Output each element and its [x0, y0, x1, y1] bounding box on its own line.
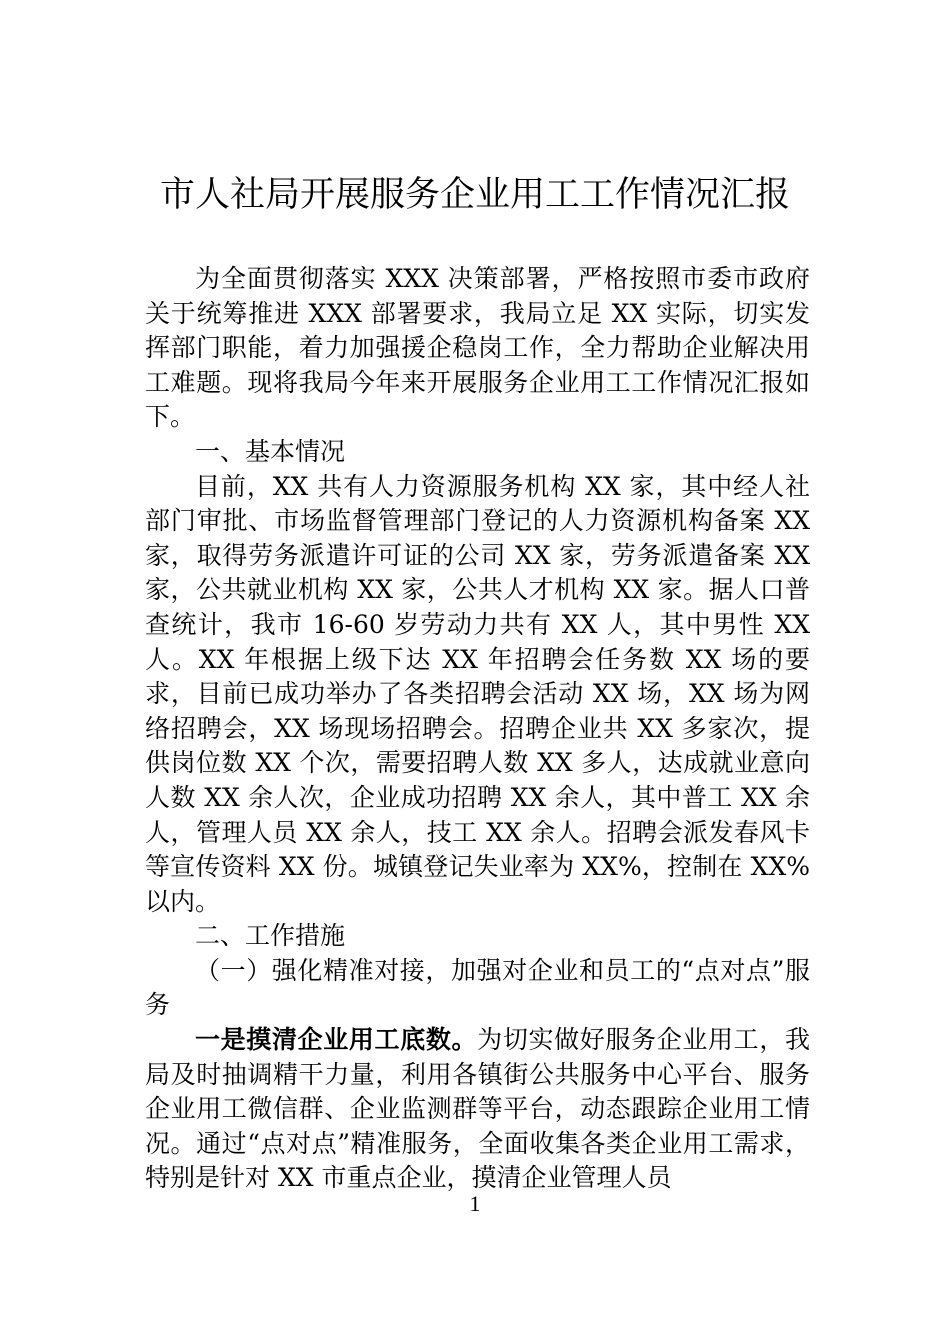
point-one-text: 为切实做好服务企业用工，我局及时抽调精干力量，利用各镇街公共服务中心平台、服务企业用工微信群、企业监测群等平台，动态跟踪企业用工情况。通过“点对点”精准服务，全面收集各类企业用工需求，特别是针对 XX 市重点企业，摸清企业管理人员	[145, 1025, 810, 1193]
point-one-paragraph	[145, 1023, 810, 1196]
subsection-heading-precise-docking: （一）强化精准对接，加强对企业和员工的“点对点”服务	[145, 955, 810, 1020]
section-heading-basic-situation: 一、基本情况	[195, 436, 346, 466]
section-heading-work-measures: 二、工作措施	[195, 921, 346, 951]
point-one-lead: 一是摸清企业用工底数。	[195, 1025, 478, 1055]
basic-situation-paragraph: 目前，XX 共有人力资源服务机构 XX 家，其中经人社部门审批、市场监督管理部门登记的人力资源机构备案 XX 家，取得劳务派遣许可证的公司 XX 家，劳务派遣备案 XX 家，公共就业机构 XX 家，公共人才机构 XX 家。据人口普查统计，我市 16-60 岁劳动力共有 XX 人，其中男性 XX 人。XX 年根据上级下达 XX 年招聘会任务数 XX 场的要求，目前已成功举办了各类招聘会活动 XX 场，XX 场为网络招聘会，XX 场现场招聘会。招聘企业共 XX 多家次，提供岗位数 XX 个次，需要招聘人数 XX 多人，达成就业意向人数 XX 余人次，企业成功招聘 XX 余人，其中普工 XX 余人，管理人员 XX 余人，技工 XX 余人。招聘会派发春风卡等宣传资料 XX 份。城镇登记失业率为 XX%，控制在 XX%以内。	[145, 471, 810, 916]
document-body	[145, 262, 810, 1196]
document-title: 市人社局开展服务企业用工工作情况汇报	[159, 175, 790, 215]
intro-paragraph: 为全面贯彻落实 XXX 决策部署，严格按照市委市政府关于统筹推进 XXX 部署要求，我局立足 XX 实际，切实发挥部门职能，着力加强援企稳岗工作，全力帮助企业解决用工难题。现将我局今年来开展服务企业用工工作情况汇报如下。	[145, 264, 810, 432]
page-number: 1	[469, 1191, 481, 1216]
